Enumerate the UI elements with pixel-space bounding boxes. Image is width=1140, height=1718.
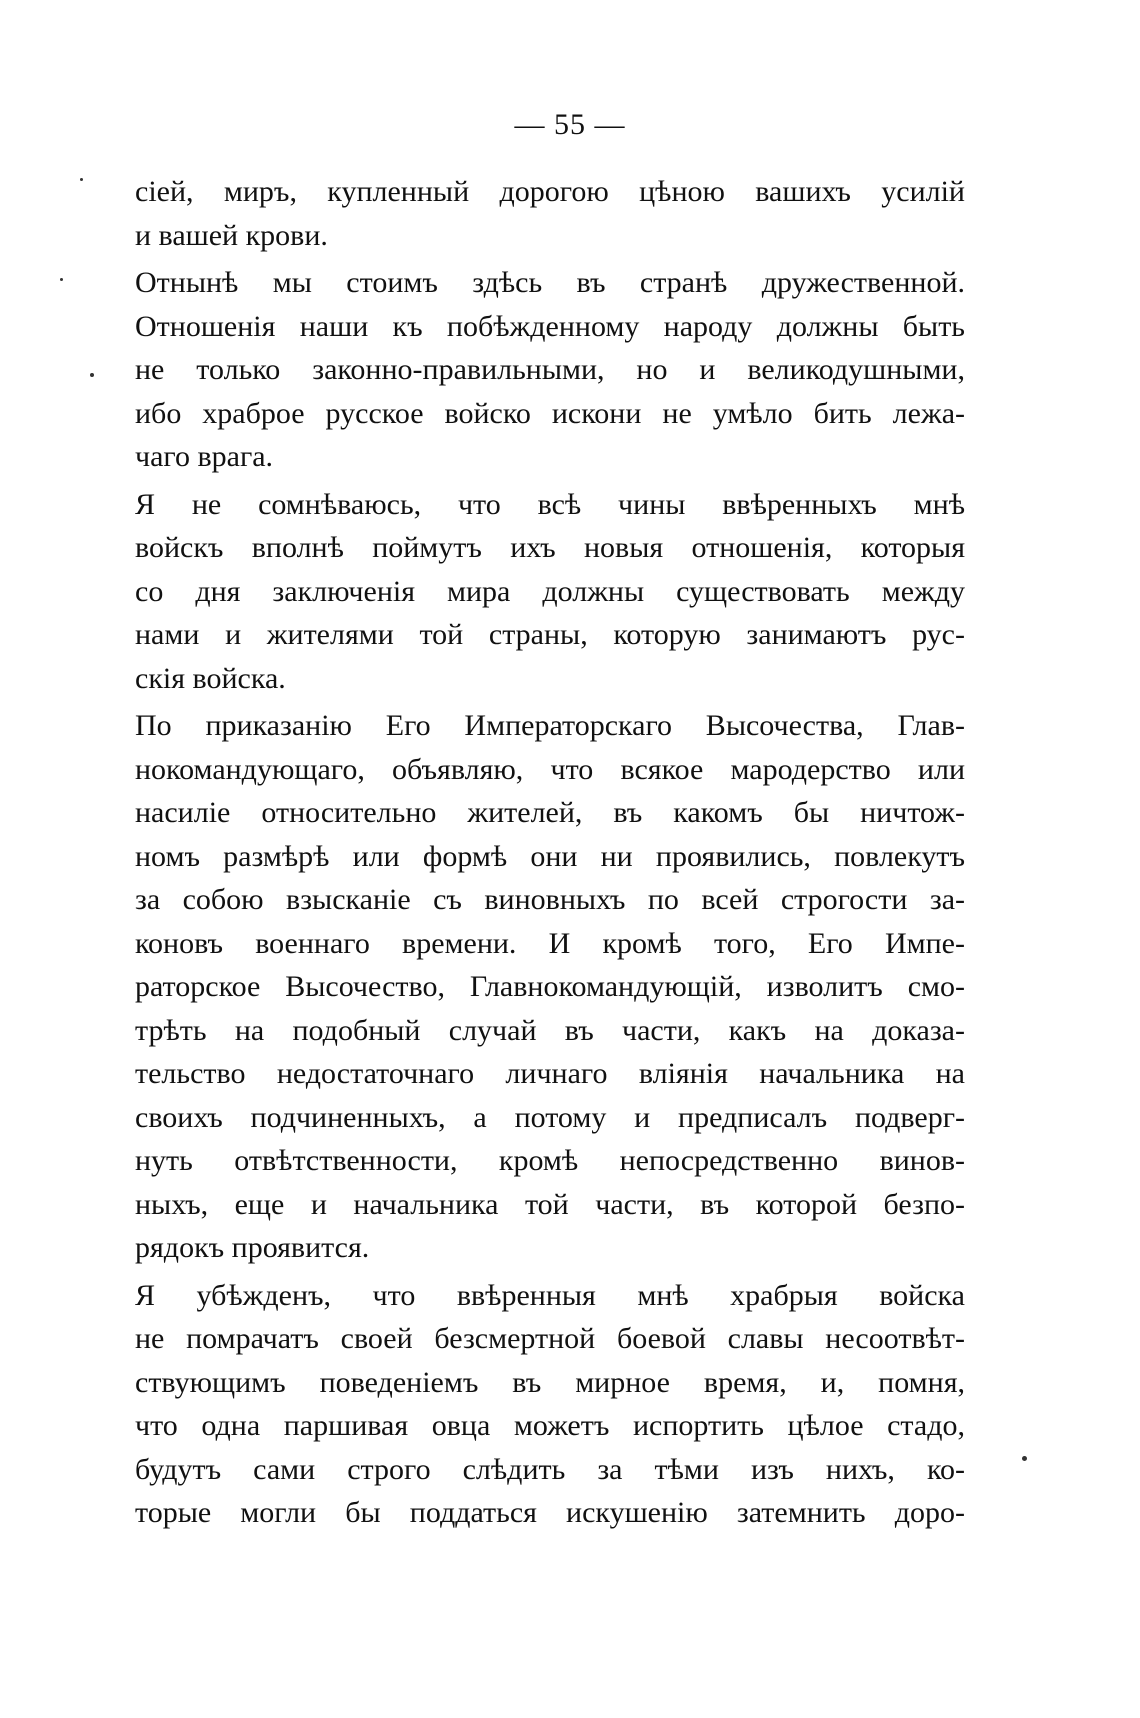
page-number: — 55 — [514, 108, 626, 141]
text-line: за собою взысканiе съ виновныхъ по всей строгости за- [135, 883, 965, 916]
text-line: Отнынѣ мы стоимъ здѣсь въ странѣ дружественной. [135, 266, 965, 299]
text-line: раторское Высочество, Главнокомандующiй, изволитъ смо- [135, 970, 965, 1003]
text-line: трѣть на подобный случай въ части, какъ на доказа- [135, 1013, 965, 1047]
text-line: нокомандующаго, объявляю, что всякое мародерство или [135, 752, 965, 786]
text-line: торые могли бы поддаться искушенiю затемнить доро- [135, 1496, 965, 1529]
text-line: нами и жителями той страны, которую занимаютъ рус- [135, 618, 965, 651]
text-line: что одна паршивая овца можетъ испортить цѣлое стадо, [135, 1409, 965, 1442]
scan-speck [90, 373, 94, 377]
text-line: Я не сомнѣваюсь, что всѣ чины ввѣренныхъ мнѣ [135, 487, 965, 521]
text-line: не помрачатъ своей безсмертной боевой славы несоотвѣт- [135, 1322, 965, 1355]
text-line: не только законно-правильными, но и великодушными, [135, 353, 965, 386]
text-line: будутъ сами строго слѣдить за тѣми изъ нихъ, ко- [135, 1452, 965, 1486]
text-line: насилiе относительно жителей, въ какомъ бы ничтож- [135, 796, 965, 829]
text-line: Я убѣжденъ, что ввѣренныя мнѣ храбрыя войска [135, 1278, 965, 1312]
text-line: номъ размѣрѣ или формѣ они ни проявились, повлекутъ [135, 839, 965, 873]
text-line: рядокъ проявится. [135, 1231, 370, 1264]
text-line: ибо храброе русское войско искони не умѣло бить лежа- [135, 396, 965, 430]
text-line: По приказанiю Его Императорскаго Высочества, Глав- [135, 709, 965, 742]
scan-speck [80, 178, 83, 181]
text-line: ствующимъ поведенiемъ въ мирное время, и, помня, [135, 1365, 965, 1399]
text-line: и вашей крови. [135, 218, 328, 252]
body-text [135, 170, 965, 1535]
scan-speck [60, 278, 63, 281]
text-line: со дня заключенiя мира должны существовать между [135, 574, 965, 608]
scan-speck [1022, 1456, 1027, 1461]
text-line: нуть отвѣтственности, кромѣ непосредственно винов- [135, 1144, 965, 1177]
text-line: сiей, миръ, купленный дорогою цѣною вашихъ усилiй [135, 175, 965, 208]
text-line: тельство недостаточнаго личнаго влiянiя начальника на [135, 1057, 965, 1090]
text-line: войскъ вполнѣ поймутъ ихъ новыя отношенiя, которыя [135, 531, 965, 564]
text-line: Отношенiя наши къ побѣжденному народу должны быть [135, 309, 965, 343]
text-line: ныхъ, еще и начальника той части, въ которой безпо- [135, 1187, 965, 1221]
text-line: чаго врага. [135, 440, 274, 473]
text-line: коновъ военнаго времени. И кромѣ того, Его Импе- [135, 926, 965, 960]
text-line: скiя войска. [135, 661, 286, 695]
text-line: своихъ подчиненныхъ, а потому и предписалъ подверг- [135, 1100, 965, 1134]
